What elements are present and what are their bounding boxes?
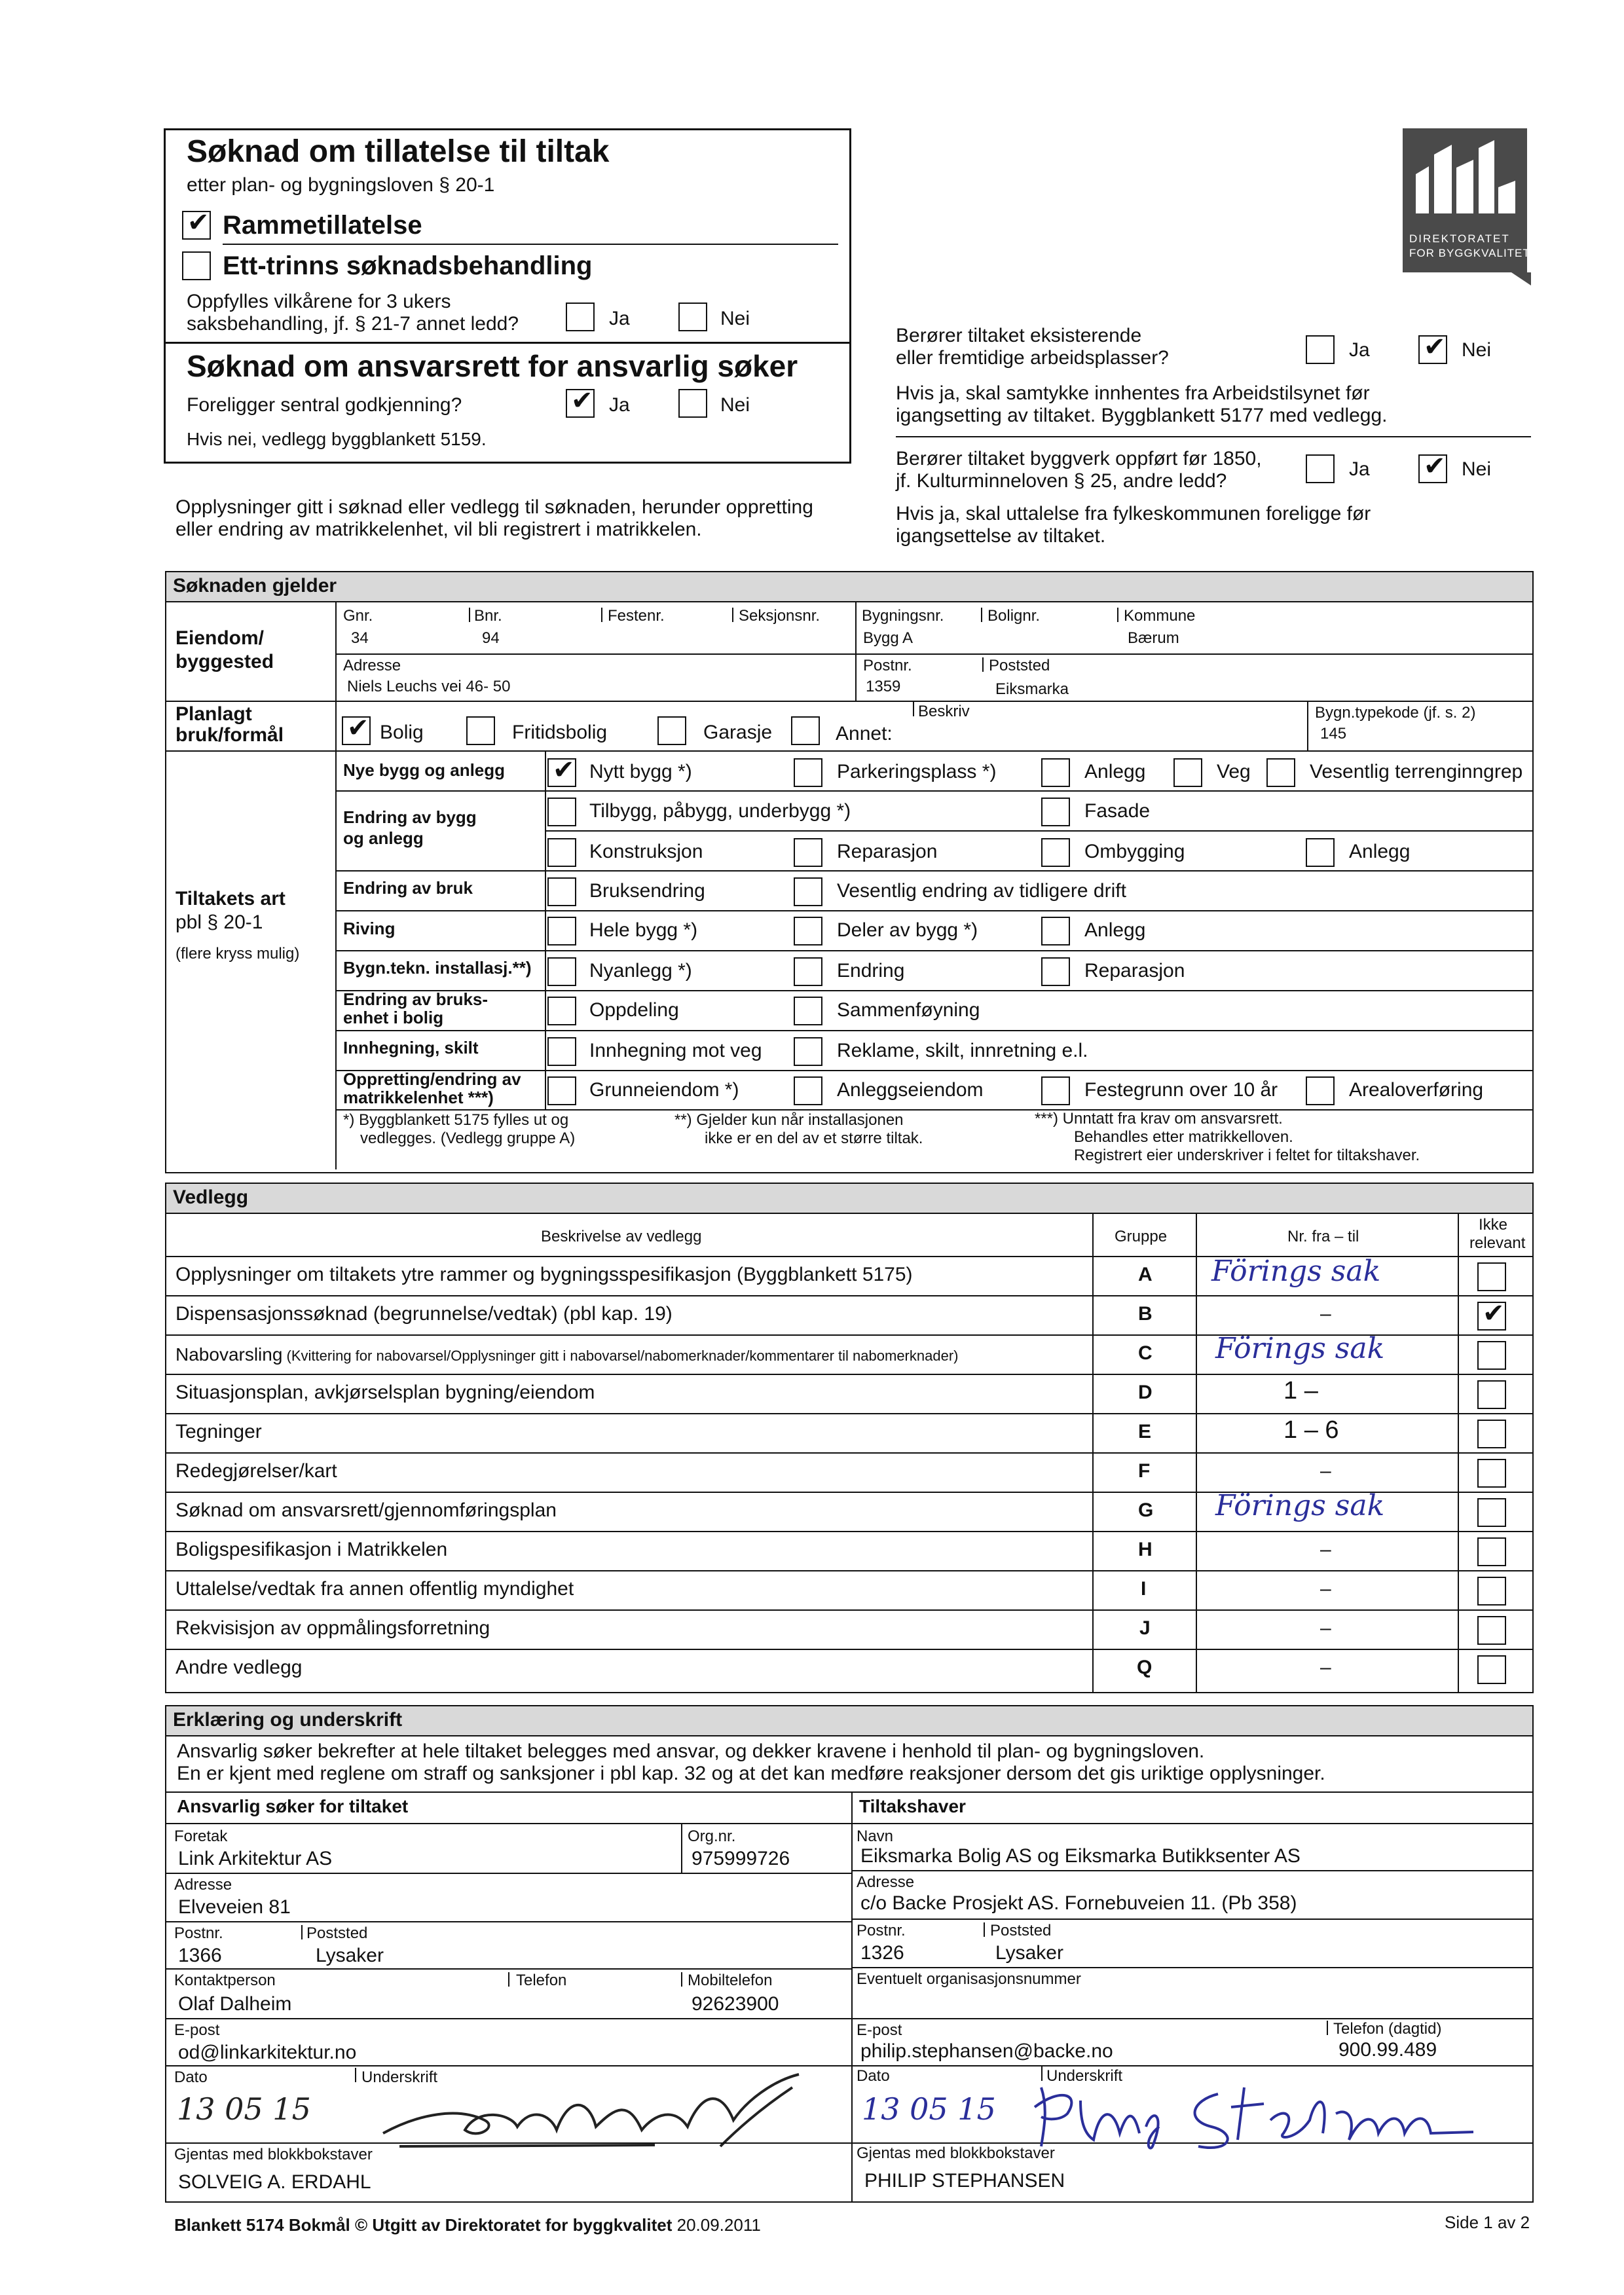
bnr-label: Bnr. (474, 607, 502, 625)
soker-underskrift-label: Underskrift (361, 2068, 438, 2086)
vedlegg-nr-a[interactable]: Förings sak (1211, 1255, 1381, 1288)
tiltak-label-2: pbl § 20-1 (175, 911, 263, 933)
vedlegg-nr-q[interactable]: – (1320, 1657, 1331, 1678)
poststed-label: Poststed (989, 657, 1050, 674)
kultur-note-2: igangsettelse av tiltaket. (896, 525, 1106, 547)
vedlegg-ikke-h-checkbox[interactable] (1477, 1537, 1506, 1566)
footer-page: Side 1 av 2 (1445, 2212, 1530, 2232)
planlagt-label-2: bruk/formål (175, 724, 284, 746)
festenr-label: Festenr. (608, 607, 665, 625)
vesentlig-endring-label: Vesentlig endring av tidligere drift (837, 880, 1126, 902)
erklaering-heading: Erklæring og underskrift (165, 1705, 1534, 1736)
vedlegg-gruppe-d: D (1138, 1382, 1153, 1403)
sentral-note: Hvis nei, vedlegg byggblankett 5159. (187, 429, 487, 449)
festegrunn-checkbox[interactable] (1041, 1076, 1070, 1105)
soker-blokk-value[interactable]: SOLVEIG A. ERDAHL (178, 2171, 371, 2193)
footnote-3a: ***) Unntatt fra krav om ansvarsrett. (1035, 1110, 1283, 1128)
sentral-ja-checkbox[interactable] (566, 389, 595, 418)
form-subtitle: etter plan- og bygningsloven § 20-1 (187, 174, 495, 196)
postnr-label: Postnr. (863, 657, 912, 674)
kultur-question-1: Berører tiltaket byggverk oppført før 1850, (896, 448, 1262, 469)
kontakt-label: Kontaktperson (174, 1972, 276, 1989)
tiltak-label-1: Tiltakets art (175, 888, 286, 909)
vedlegg-col-ikke-2: relevant (1469, 1234, 1526, 1252)
ombygging-checkbox[interactable] (1041, 838, 1070, 867)
mobil-label: Mobiltelefon (688, 1972, 773, 1989)
fasade-label: Fasade (1084, 800, 1151, 822)
arbeidsplass-note-2: igangsetting av tiltaket. Byggblankett 5177 med vedlegg. (896, 405, 1388, 426)
installasjon-endring-label: Endring (837, 960, 905, 982)
installasjon-reparasjon-label: Reparasjon (1084, 960, 1185, 982)
vedlegg-gruppe-e: E (1138, 1421, 1152, 1442)
sammenfoyning-label: Sammenføyning (837, 999, 980, 1021)
vedlegg-gruppe-a: A (1138, 1264, 1153, 1285)
planlagt-label-1: Planlagt (175, 703, 252, 725)
vedlegg-gruppe-h: H (1138, 1539, 1153, 1560)
tiltakshaver-epost-label: E-post (857, 2021, 902, 2039)
tiltakshaver-gjentas-label: Gjentas med blokkbokstaver (857, 2144, 1055, 2162)
arbeidsplass-question-1: Berører tiltaket eksisterende (896, 325, 1142, 346)
soker-adresse-value[interactable]: Elveveien 81 (178, 1896, 291, 1918)
kommune-label: Kommune (1124, 607, 1196, 625)
innhegning-veg-label: Innhegning mot veg (589, 1040, 762, 1061)
bruksenhet-label-1: Endring av bruks- (343, 989, 489, 1009)
orgnr-label: Org.nr. (688, 1827, 736, 1845)
soker-poststed-value[interactable]: Lysaker (316, 1945, 384, 1966)
vedlegg-gruppe-i: I (1141, 1578, 1147, 1600)
riving-anlegg-checkbox[interactable] (1041, 917, 1070, 946)
three-weeks-nei-checkbox[interactable] (678, 303, 707, 331)
matrikkel-label-2: matrikkelenhet ***) (343, 1088, 494, 1107)
veg-label: Veg (1217, 761, 1251, 782)
arbeidsplass-ja-label: Ja (1349, 339, 1370, 361)
adresse-label: Adresse (343, 657, 401, 674)
konstruksjon-checkbox[interactable] (547, 838, 576, 867)
riving-label: Riving (343, 919, 396, 938)
kultur-note-1: Hvis ja, skal uttalelse fra fylkeskommunen foreligge før (896, 503, 1371, 524)
vedlegg-nr-h[interactable]: – (1320, 1539, 1331, 1560)
deler-av-bygg-checkbox[interactable] (794, 917, 822, 946)
vedlegg-desc-c-main: Nabovarsling (175, 1344, 283, 1365)
terrenginngrep-label: Vesentlig terrenginngrep (1310, 761, 1523, 782)
tiltakshaver-dato-label: Dato (857, 2067, 890, 2085)
typekode-value: 145 (1320, 725, 1347, 743)
eiendom-label-2: byggested (175, 651, 274, 672)
nytt-bygg-label: Nytt bygg *) (589, 761, 692, 782)
tiltakshaver-telefon-value[interactable]: 900.99.489 (1338, 2039, 1437, 2061)
mobil-value[interactable]: 92623900 (692, 1993, 779, 2015)
vedlegg-heading: Vedlegg (165, 1183, 1534, 1214)
vedlegg-ikke-i-checkbox[interactable] (1477, 1577, 1506, 1606)
kultur-question-2: jf. Kulturminneloven § 25, andre ledd? (896, 470, 1227, 492)
ett-trinns-checkbox[interactable] (182, 251, 211, 280)
bruksendring-checkbox[interactable] (547, 877, 576, 906)
soker-heading: Ansvarlig søker for tiltaket (177, 1796, 409, 1816)
fasade-checkbox[interactable] (1041, 798, 1070, 826)
installasjon-reparasjon-checkbox[interactable] (1041, 957, 1070, 986)
vedlegg-ikke-a-checkbox[interactable] (1477, 1262, 1506, 1291)
kultur-ja-label: Ja (1349, 458, 1370, 480)
tiltakshaver-blokk-value[interactable]: PHILIP STEPHANSEN (864, 2170, 1065, 2192)
postnr-value: 1359 (866, 678, 901, 695)
vedlegg-desc-g: Søknad om ansvarsrett/gjennomføringsplan (175, 1499, 557, 1521)
three-weeks-nei-label: Nei (720, 308, 750, 329)
footer-left (174, 2216, 761, 2235)
soker-gjentas-label: Gjentas med blokkbokstaver (174, 2146, 373, 2163)
arealoverforing-label: Arealoverføring (1349, 1079, 1484, 1101)
annet-checkbox[interactable] (791, 716, 820, 745)
vedlegg-nr-d[interactable]: 1 – (1283, 1377, 1318, 1405)
sentral-question: Foreligger sentral godkjenning? (187, 394, 462, 416)
sentral-ja-label: Ja (609, 394, 630, 416)
endring-anlegg-checkbox[interactable] (1306, 838, 1335, 867)
vedlegg-desc-c-small: (Kvittering for nabovarsel/Opplysninger gitt i nabovarsel/nabomerknader/kommentarer til nabomerknader) (282, 1348, 959, 1364)
reparasjon-label: Reparasjon (837, 841, 938, 862)
garasje-checkbox[interactable] (657, 716, 686, 745)
footnote-3c: Registrert eier underskriver i feltet for tiltakshaver. (1074, 1147, 1420, 1164)
vedlegg-ikke-d-checkbox[interactable] (1477, 1380, 1506, 1409)
grunneiendom-label: Grunneiendom *) (589, 1079, 739, 1101)
endring-label-2: og anlegg (343, 828, 424, 848)
telefon-label: Telefon (516, 1972, 567, 1989)
hele-bygg-checkbox[interactable] (547, 917, 576, 946)
tiltakshaver-telefon-label: Telefon (dagtid) (1333, 2020, 1442, 2038)
vedlegg-nr-e[interactable]: 1 – 6 (1283, 1416, 1339, 1444)
matrikkel-info-1: Opplysninger gitt i søknad eller vedlegg til søknaden, herunder oppretting (175, 496, 813, 518)
kultur-nei-checkbox[interactable] (1418, 454, 1447, 483)
soker-postnr-label: Postnr. (174, 1924, 223, 1942)
vedlegg-nr-c[interactable]: Förings sak (1215, 1332, 1385, 1365)
ansvarsrett-title: Søknad om ansvarsrett for ansvarlig søker (187, 349, 798, 383)
bygntek-label: Bygn.tekn. installasj.**) (343, 958, 532, 978)
kultur-ja-checkbox[interactable] (1306, 454, 1335, 483)
rammetillatelse-checkbox[interactable] (182, 211, 211, 240)
ombygging-label: Ombygging (1084, 841, 1185, 862)
soker-dato-label: Dato (174, 2068, 208, 2086)
parkeringsplass-checkbox[interactable] (794, 758, 822, 787)
arealoverforing-checkbox[interactable] (1306, 1076, 1335, 1105)
three-weeks-ja-checkbox[interactable] (566, 303, 595, 331)
vedlegg-ikke-q-checkbox[interactable] (1477, 1655, 1506, 1684)
bnr-value: 94 (482, 629, 500, 647)
bolignr-label: Bolignr. (987, 607, 1041, 625)
rammetillatelse-label: Rammetillatelse (223, 211, 422, 240)
arbeidsplass-nei-label: Nei (1462, 339, 1492, 361)
soker-epost-label: E-post (174, 2021, 220, 2039)
typekode-label: Bygn.typekode (jf. s. 2) (1315, 704, 1476, 722)
vedlegg-gruppe-q: Q (1137, 1657, 1153, 1678)
vedlegg-ikke-f-checkbox[interactable] (1477, 1459, 1506, 1488)
anleggseiendom-label: Anleggseiendom (837, 1079, 984, 1101)
tiltakshaver-heading: Tiltakshaver (859, 1796, 966, 1816)
logo-corner-mark (1511, 272, 1531, 292)
vedlegg-desc-a: Opplysninger om tiltakets ytre rammer og bygningsspesifikasjon (Byggblankett 5175) (175, 1264, 913, 1285)
reklame-label: Reklame, skilt, innretning e.l. (837, 1040, 1088, 1061)
kontakt-value[interactable]: Olaf Dalheim (178, 1993, 292, 2015)
deler-av-bygg-label: Deler av bygg *) (837, 919, 978, 941)
fritidsbolig-label: Fritidsbolig (512, 722, 608, 743)
vedlegg-nr-f[interactable]: – (1320, 1460, 1331, 1482)
nye-label: Nye bygg og anlegg (343, 760, 506, 780)
vesentlig-endring-checkbox[interactable] (794, 877, 822, 906)
bruksendring-label: Bruksendring (589, 880, 705, 902)
vedlegg-nr-g[interactable]: Förings sak (1215, 1489, 1385, 1522)
vedlegg-gruppe-g: G (1138, 1499, 1154, 1521)
oppdeling-label: Oppdeling (589, 999, 679, 1021)
orgnr-value[interactable]: 975999726 (692, 1848, 790, 1869)
innhegning-label: Innhegning, skilt (343, 1038, 479, 1057)
reparasjon-checkbox[interactable] (794, 838, 822, 867)
dibk-logo-icon (1403, 128, 1527, 227)
vedlegg-desc-q: Andre vedlegg (175, 1657, 303, 1678)
footnote-3b: Behandles etter matrikkelloven. (1074, 1128, 1293, 1146)
gnr-label: Gnr. (343, 607, 373, 625)
footnote-2a: **) Gjelder kun når installasjonen (674, 1111, 904, 1129)
reklame-checkbox[interactable] (794, 1037, 822, 1066)
vedlegg-desc-j: Rekvisisjon av oppmålingsforretning (175, 1617, 490, 1639)
vedlegg-desc-h: Boligspesifikasjon i Matrikkelen (175, 1539, 448, 1560)
footnote-2b: ikke er en del av et større tiltak. (705, 1129, 923, 1147)
vedlegg-desc-c (175, 1345, 958, 1365)
soker-adresse-label: Adresse (174, 1876, 232, 1894)
three-weeks-ja-label: Ja (609, 308, 630, 329)
adresse-value: Niels Leuchs vei 46- 50 (347, 678, 511, 695)
endring-label-1: Endring av bygg (343, 807, 477, 827)
riving-anlegg-label: Anlegg (1084, 919, 1146, 941)
form-title: Søknad om tillatelse til tiltak (187, 134, 610, 169)
terrenginngrep-checkbox[interactable] (1266, 758, 1295, 787)
logo-text-1: DIREKTORATET (1409, 232, 1510, 245)
sentral-nei-label: Nei (720, 394, 750, 416)
endring-anlegg-label: Anlegg (1349, 841, 1411, 862)
vedlegg-ikke-e-checkbox[interactable] (1477, 1420, 1506, 1448)
festegrunn-label: Festegrunn over 10 år (1084, 1079, 1278, 1101)
bolig-checkbox[interactable] (342, 716, 371, 745)
oppdeling-checkbox[interactable] (547, 997, 576, 1025)
soker-epost-value[interactable]: od@linkarkitektur.no (178, 2042, 357, 2063)
installasjon-endring-checkbox[interactable] (794, 957, 822, 986)
vedlegg-gruppe-c: C (1138, 1342, 1153, 1364)
arbeidsplass-question-2: eller fremtidige arbeidsplasser? (896, 347, 1169, 369)
tiltakshaver-poststed-label: Poststed (990, 1922, 1052, 1939)
innhegning-veg-checkbox[interactable] (547, 1037, 576, 1066)
matrikkel-label-1: Oppretting/endring av (343, 1069, 521, 1089)
tiltakshaver-poststed-value[interactable]: Lysaker (995, 1942, 1063, 1964)
garasje-label: Garasje (703, 722, 773, 743)
annet-label: Annet: (836, 723, 893, 744)
foretak-label: Foretak (174, 1827, 228, 1845)
vedlegg-col-ikke-1: Ikke (1479, 1216, 1508, 1234)
grunneiendom-checkbox[interactable] (547, 1076, 576, 1105)
erklaering-text-2: En er kjent med reglene om straff og sanksjoner i pbl kap. 32 og at det kan medføre reaksjoner dersom det gis uriktige opplysninger. (177, 1763, 1325, 1784)
parkeringsplass-label: Parkeringsplass *) (837, 761, 997, 782)
arbeidsplass-note-1: Hvis ja, skal samtykke innhentes fra Arbeidstilsynet før (896, 382, 1370, 404)
vedlegg-gruppe-j: J (1139, 1617, 1151, 1639)
vedlegg-col-desc: Beskrivelse av vedlegg (541, 1228, 702, 1245)
anleggseiendom-checkbox[interactable] (794, 1076, 822, 1105)
footnote-1a: *) Byggblankett 5175 fylles ut og (343, 1111, 569, 1129)
ett-trinns-label: Ett-trinns søknadsbehandling (223, 251, 593, 280)
nyanlegg-label: Nyanlegg *) (589, 960, 692, 982)
bruksenhet-label-2: enhet i bolig (343, 1008, 444, 1027)
soker-signature[interactable] (380, 2068, 812, 2153)
konstruksjon-label: Konstruksjon (589, 841, 703, 862)
tiltakshaver-adresse-label: Adresse (857, 1873, 915, 1891)
dibk-logo (1403, 128, 1530, 272)
tiltak-label-3: (flere kryss mulig) (175, 945, 300, 963)
soker-poststed-label: Poststed (306, 1924, 368, 1942)
vedlegg-nr-i[interactable]: – (1320, 1578, 1331, 1600)
vedlegg-col-gruppe: Gruppe (1115, 1228, 1168, 1245)
nytt-bygg-checkbox[interactable] (547, 758, 576, 787)
beskriv-label: Beskriv (918, 703, 970, 720)
eiendom-label-1: Eiendom/ (175, 627, 265, 649)
tiltakshaver-postnr-value[interactable]: 1326 (860, 1942, 904, 1964)
bygningsnr-value: Bygg A (863, 629, 913, 647)
three-weeks-question-1: Oppfylles vilkårene for 3 ukers (187, 291, 451, 312)
footer-date: 20.09.2011 (676, 2215, 761, 2235)
vedlegg-gruppe-b: B (1138, 1303, 1153, 1325)
matrikkel-info-2: eller endring av matrikkelenhet, vil bli registrert i matrikkelen. (175, 519, 702, 540)
tilbygg-label: Tilbygg, påbygg, underbygg *) (589, 800, 851, 822)
vedlegg-desc-e: Tegninger (175, 1421, 262, 1442)
nye-anlegg-checkbox[interactable] (1041, 758, 1070, 787)
vedlegg-desc-d: Situasjonsplan, avkjørselsplan bygning/eiendom (175, 1382, 595, 1403)
soker-postnr-value[interactable]: 1366 (178, 1945, 222, 1966)
vedlegg-ikke-c-checkbox[interactable] (1477, 1341, 1506, 1370)
vedlegg-ikke-b-checkbox[interactable] (1477, 1302, 1506, 1331)
vedlegg-col-nr: Nr. fra – til (1287, 1228, 1359, 1245)
vedlegg-desc-i: Uttalelse/vedtak fra annen offentlig myndighet (175, 1578, 574, 1600)
three-weeks-question-2: saksbehandling, jf. § 21-7 annet ledd? (187, 313, 519, 335)
footnote-1b: vedlegges. (Vedlegg gruppe A) (360, 1129, 576, 1147)
arbeidsplass-nei-checkbox[interactable] (1418, 335, 1447, 364)
hele-bygg-label: Hele bygg *) (589, 919, 698, 941)
soker-dato-value[interactable]: 13 05 15 (177, 2091, 311, 2127)
navn-value[interactable]: Eiksmarka Bolig AS og Eiksmarka Butikksenter AS (860, 1845, 1301, 1867)
bruk-label: Endring av bruk (343, 878, 473, 898)
gnr-value: 34 (351, 629, 369, 647)
sentral-nei-checkbox[interactable] (678, 389, 707, 418)
tiltakshaver-dato-value[interactable]: 13 05 15 (862, 2091, 996, 2127)
sammenfoyning-checkbox[interactable] (794, 997, 822, 1025)
footer-blankett: Blankett 5174 Bokmål © Utgitt av Direktoratet for byggkvalitet (174, 2215, 673, 2235)
nyanlegg-checkbox[interactable] (547, 957, 576, 986)
arbeidsplass-ja-checkbox[interactable] (1306, 335, 1335, 364)
vedlegg-nr-j[interactable]: – (1320, 1617, 1331, 1639)
erklaering-text-1: Ansvarlig søker bekrefter at hele tiltaket belegges med ansvar, og dekker kravene i henhold til plan- og bygningsloven. (177, 1740, 1205, 1762)
tilbygg-checkbox[interactable] (547, 798, 576, 826)
fritidsbolig-checkbox[interactable] (466, 716, 495, 745)
kommune-value: Bærum (1128, 629, 1179, 647)
vedlegg-gruppe-f: F (1138, 1460, 1151, 1482)
seksjonsnr-label: Seksjonsnr. (739, 607, 821, 625)
vedlegg-desc-b: Dispensasjonssøknad (begrunnelse/vedtak) (pbl kap. 19) (175, 1303, 673, 1325)
soknaden-heading: Søknaden gjelder (165, 571, 1534, 602)
bygningsnr-label: Bygningsnr. (862, 607, 944, 625)
vedlegg-ikke-g-checkbox[interactable] (1477, 1498, 1506, 1527)
tiltakshaver-adresse-value[interactable]: c/o Backe Prosjekt AS. Fornebuveien 11. (Pb 358) (860, 1892, 1297, 1914)
logo-text-2: FOR BYGGKVALITET (1409, 247, 1530, 259)
kultur-nei-label: Nei (1462, 458, 1492, 480)
tiltakshaver-postnr-label: Postnr. (857, 1922, 906, 1939)
tiltakshaver-signature[interactable] (1022, 2068, 1480, 2153)
tiltakshaver-orgnr-label: Eventuelt organisasjonsnummer (857, 1970, 1081, 1988)
bolig-label: Bolig (380, 722, 424, 743)
vedlegg-desc-f: Redegjørelser/kart (175, 1460, 337, 1482)
poststed-value: Eiksmarka (995, 680, 1069, 698)
tiltakshaver-epost-value[interactable]: philip.stephansen@backe.no (860, 2040, 1113, 2062)
foretak-value[interactable]: Link Arkitektur AS (178, 1848, 333, 1869)
nye-anlegg-label: Anlegg (1084, 761, 1146, 782)
veg-checkbox[interactable] (1173, 758, 1202, 787)
vedlegg-ikke-j-checkbox[interactable] (1477, 1616, 1506, 1645)
navn-label: Navn (857, 1827, 894, 1845)
tiltakshaver-underskrift-label: Underskrift (1046, 2067, 1123, 2085)
vedlegg-nr-b[interactable]: – (1320, 1303, 1331, 1325)
